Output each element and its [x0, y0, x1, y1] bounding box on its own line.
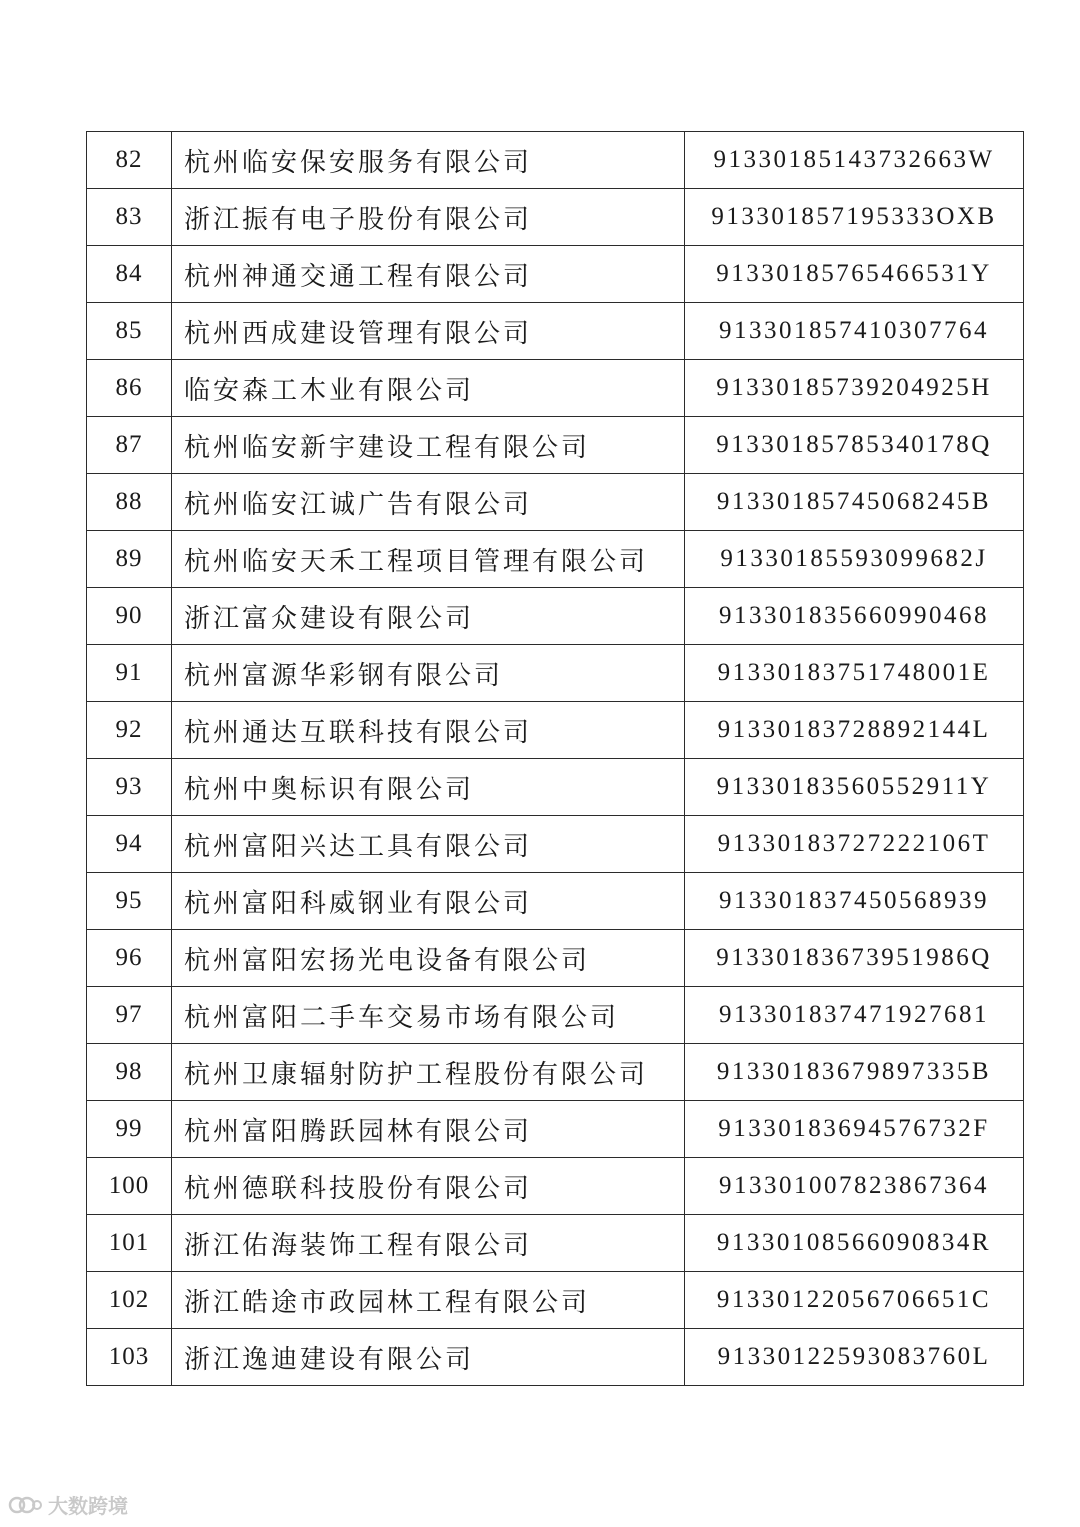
row-number: 87	[87, 417, 172, 474]
credit-code: 91330185765466531Y	[685, 246, 1024, 303]
row-number: 103	[87, 1329, 172, 1386]
table-row	[87, 873, 1024, 930]
row-number: 91	[87, 645, 172, 702]
table-row	[87, 816, 1024, 873]
watermark	[8, 1490, 128, 1519]
table-row	[87, 531, 1024, 588]
company-name: 杭州通达互联科技有限公司	[172, 702, 685, 759]
table-row	[87, 1272, 1024, 1329]
row-number: 94	[87, 816, 172, 873]
company-registry-table	[86, 131, 1024, 1386]
row-number: 95	[87, 873, 172, 930]
table-row	[87, 474, 1024, 531]
company-name: 浙江逸迪建设有限公司	[172, 1329, 685, 1386]
company-name: 杭州临安保安服务有限公司	[172, 132, 685, 189]
table-row	[87, 1329, 1024, 1386]
table-row	[87, 987, 1024, 1044]
row-number: 84	[87, 246, 172, 303]
row-number: 85	[87, 303, 172, 360]
company-name: 杭州临安江诚广告有限公司	[172, 474, 685, 531]
table-row	[87, 1101, 1024, 1158]
company-name: 杭州富阳科威钢业有限公司	[172, 873, 685, 930]
table-row	[87, 360, 1024, 417]
company-name: 杭州临安新宇建设工程有限公司	[172, 417, 685, 474]
company-name: 杭州富源华彩钢有限公司	[172, 645, 685, 702]
company-name: 杭州西成建设管理有限公司	[172, 303, 685, 360]
table-row	[87, 759, 1024, 816]
table-row	[87, 588, 1024, 645]
credit-code: 91330183673951986Q	[685, 930, 1024, 987]
table-row	[87, 1215, 1024, 1272]
credit-code: 91330183728892144L	[685, 702, 1024, 759]
credit-code: 91330185745068245B	[685, 474, 1024, 531]
row-number: 98	[87, 1044, 172, 1101]
credit-code: 91330183727222106T	[685, 816, 1024, 873]
row-number: 102	[87, 1272, 172, 1329]
credit-code: 91330185739204925H	[685, 360, 1024, 417]
table-row	[87, 930, 1024, 987]
table-row	[87, 303, 1024, 360]
company-name: 杭州德联科技股份有限公司	[172, 1158, 685, 1215]
row-number: 100	[87, 1158, 172, 1215]
watermark-logo-icon	[8, 1494, 42, 1516]
credit-code: 91330183679897335B	[685, 1044, 1024, 1101]
row-number: 82	[87, 132, 172, 189]
credit-code: 913301837450568939	[685, 873, 1024, 930]
credit-code: 913301857195333OXB	[685, 189, 1024, 246]
company-name: 浙江振有电子股份有限公司	[172, 189, 685, 246]
table-row	[87, 189, 1024, 246]
credit-code: 91330122593083760L	[685, 1329, 1024, 1386]
row-number: 86	[87, 360, 172, 417]
row-number: 101	[87, 1215, 172, 1272]
row-number: 92	[87, 702, 172, 759]
company-name: 杭州富阳二手车交易市场有限公司	[172, 987, 685, 1044]
credit-code: 913301007823867364	[685, 1158, 1024, 1215]
credit-code: 91330185785340178Q	[685, 417, 1024, 474]
credit-code: 91330183694576732F	[685, 1101, 1024, 1158]
row-number: 99	[87, 1101, 172, 1158]
company-name: 浙江皓途市政园林工程有限公司	[172, 1272, 685, 1329]
credit-code: 913301835660990468	[685, 588, 1024, 645]
company-name: 杭州富阳兴达工具有限公司	[172, 816, 685, 873]
company-name: 杭州卫康辐射防护工程股份有限公司	[172, 1044, 685, 1101]
row-number: 93	[87, 759, 172, 816]
credit-code: 91330183751748001E	[685, 645, 1024, 702]
company-name: 杭州中奥标识有限公司	[172, 759, 685, 816]
table-row	[87, 702, 1024, 759]
row-number: 83	[87, 189, 172, 246]
table-row	[87, 132, 1024, 189]
credit-code: 9133018514373266​3W	[685, 132, 1024, 189]
company-name: 浙江富众建设有限公司	[172, 588, 685, 645]
company-name: 浙江佑海装饰工程有限公司	[172, 1215, 685, 1272]
row-number: 97	[87, 987, 172, 1044]
row-number: 89	[87, 531, 172, 588]
table-row	[87, 1158, 1024, 1215]
company-name: 临安森工木业有限公司	[172, 360, 685, 417]
table-row	[87, 246, 1024, 303]
credit-code: 91330108566090834R	[685, 1215, 1024, 1272]
watermark-text: 大数跨境	[48, 1494, 128, 1518]
credit-code: 913301857410307764	[685, 303, 1024, 360]
company-name: 杭州富阳腾跃园林有限公司	[172, 1101, 685, 1158]
table-row	[87, 645, 1024, 702]
credit-code: 91330185593099682J	[685, 531, 1024, 588]
row-number: 88	[87, 474, 172, 531]
credit-code: 913301837471927681	[685, 987, 1024, 1044]
company-name: 杭州富阳宏扬光电设备有限公司	[172, 930, 685, 987]
credit-code: 91330183560552911Y	[685, 759, 1024, 816]
row-number: 90	[87, 588, 172, 645]
table-body	[87, 132, 1024, 1386]
company-name: 杭州临安天禾工程项目管理有限公司	[172, 531, 685, 588]
row-number: 96	[87, 930, 172, 987]
table-row	[87, 417, 1024, 474]
table-row	[87, 1044, 1024, 1101]
credit-code: 91330122056706651C	[685, 1272, 1024, 1329]
company-name: 杭州神通交通工程有限公司	[172, 246, 685, 303]
